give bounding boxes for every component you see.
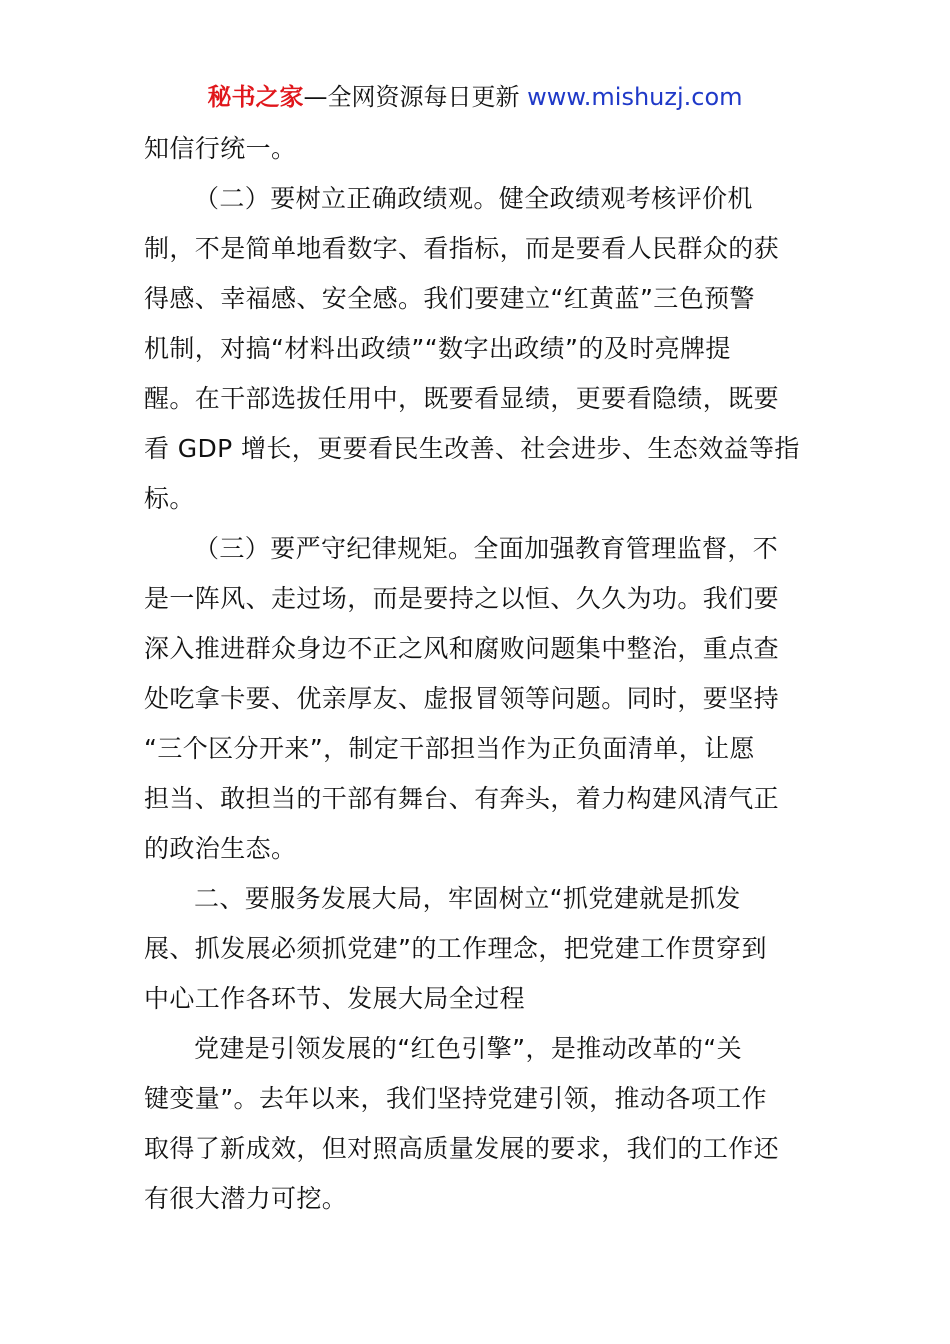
text-line: 制，不是简单地看数字、看指标，而是要看人民群众的获 xyxy=(144,234,780,263)
section-heading-3: （三）要严守纪律规矩。全面加强教育管理监督，不 xyxy=(194,534,779,563)
document-body xyxy=(144,124,808,1224)
text-line: 键变量”。去年以来，我们坚持党建引领，推动各项工作 xyxy=(144,1084,767,1113)
text-line: 中心工作各环节、发展大局全过程 xyxy=(144,984,526,1013)
text-line: 机制，对搞“材料出政绩”“数字出政绩”的及时亮牌提 xyxy=(144,334,731,363)
text-line: 标。 xyxy=(144,484,195,513)
text-line: 展、抓发展必须抓党建”的工作理念，把党建工作贯穿到 xyxy=(144,934,767,963)
brand-name: 秘书之家 xyxy=(207,83,304,111)
text-line: 看 GDP 增长，更要看民生改善、社会进步、生态效益等指 xyxy=(144,434,800,463)
paragraph-start: 党建是引领发展的“红色引擎”，是推动改革的“关 xyxy=(194,1034,743,1063)
text-line: 得感、幸福感、安全感。我们要建立“红黄蓝”三色预警 xyxy=(144,284,755,313)
text-line: 知信行统一。 xyxy=(144,134,297,163)
text-line: “三个区分开来”，制定干部担当作为正负面清单，让愿 xyxy=(144,734,755,763)
text-line: 的政治生态。 xyxy=(144,834,297,863)
header-tagline: —全网资源每日更新 xyxy=(303,83,520,111)
main-heading-2: 二、要服务发展大局，牢固树立“抓党建就是抓发 xyxy=(194,884,741,913)
site-header xyxy=(0,80,950,114)
text-line: 深入推进群众身边不正之风和腐败问题集中整治，重点查 xyxy=(144,634,780,663)
section-heading-2: （二）要树立正确政绩观。健全政绩观考核评价机 xyxy=(194,184,753,213)
text-line: 有很大潜力可挖。 xyxy=(144,1184,348,1213)
text-line: 是一阵风、走过场，而是要持之以恒、久久为功。我们要 xyxy=(144,584,780,613)
text-line: 醒。在干部选拔任用中，既要看显绩，更要看隐绩，既要 xyxy=(144,384,780,413)
text-line: 取得了新成效，但对照高质量发展的要求，我们的工作还 xyxy=(144,1134,780,1163)
text-line: 担当、敢担当的干部有舞台、有奔头，着力构建风清气正 xyxy=(144,784,780,813)
site-url-link[interactable]: www.mishuzj.com xyxy=(527,83,743,111)
text-line: 处吃拿卡要、优亲厚友、虚报冒领等问题。同时，要坚持 xyxy=(144,684,780,713)
